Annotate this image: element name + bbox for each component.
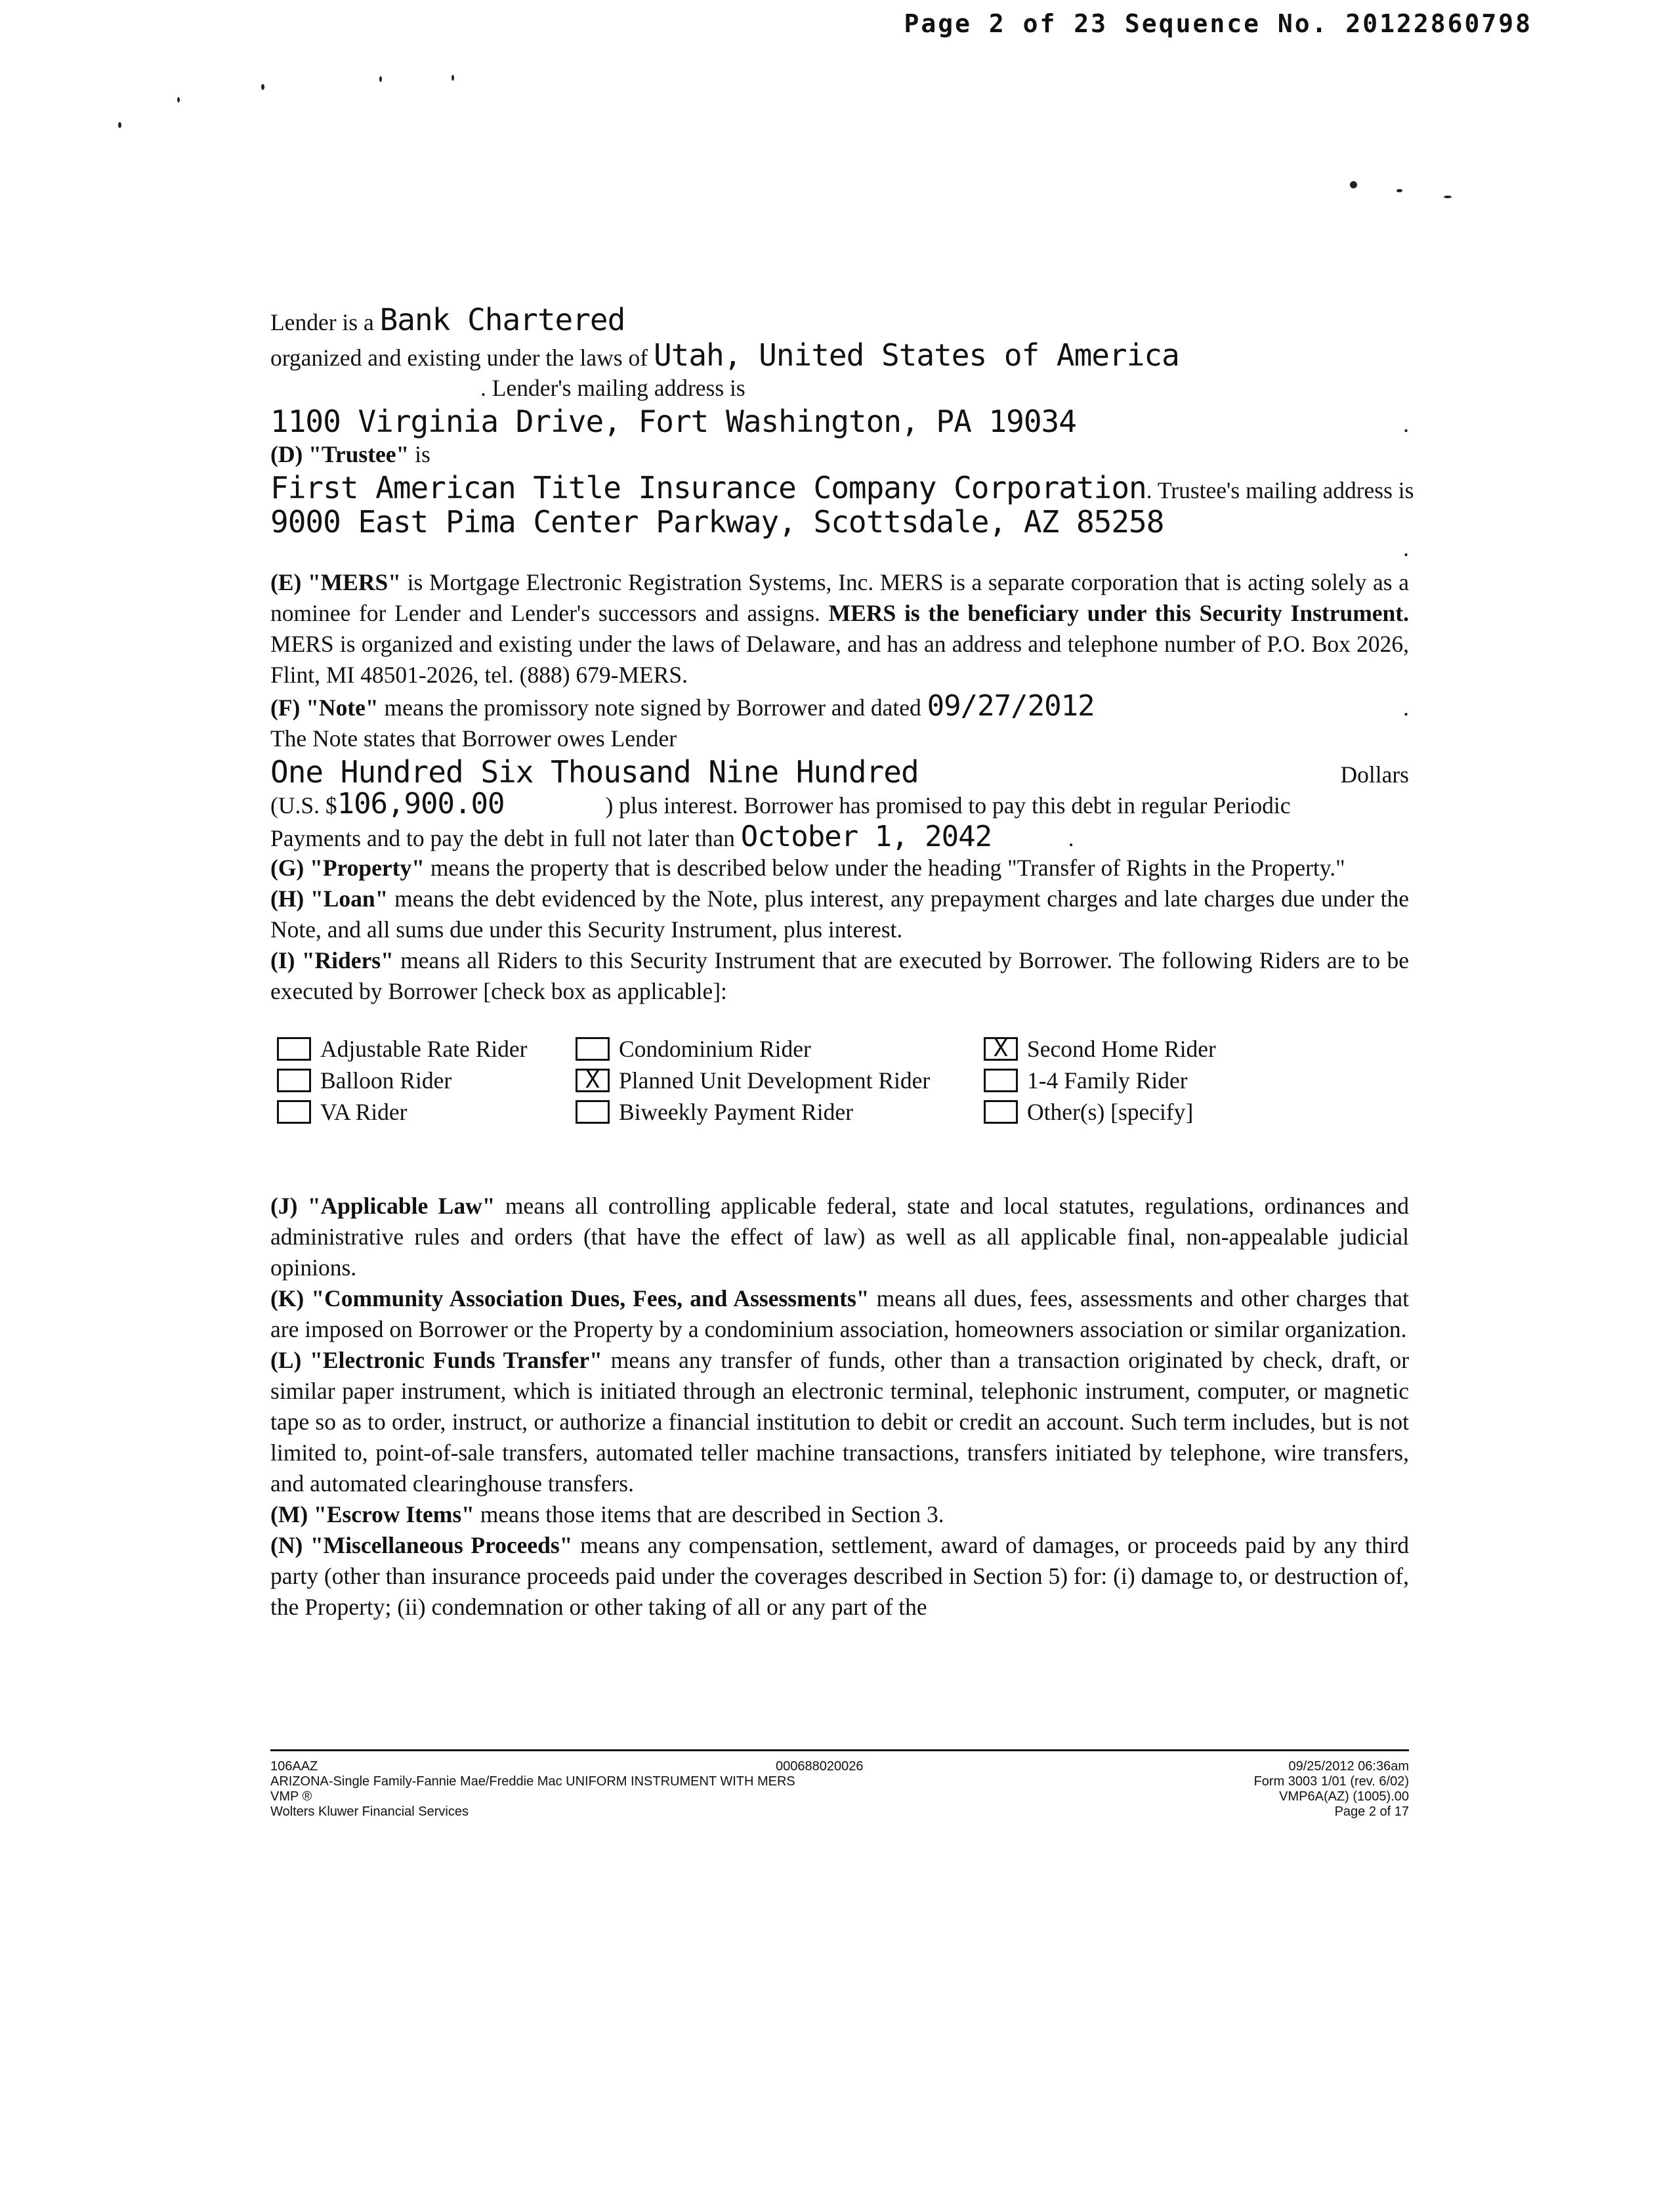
checkbox[interactable] <box>576 1037 610 1061</box>
scan-speck <box>1396 189 1402 192</box>
riders-definition <box>270 945 1409 1007</box>
lender-mailing-label: . Lender's mailing address is <box>480 375 746 401</box>
misc-text: means any compensation, settlement, award of damages, or proceeds paid by any third party (other than insurance proceeds paid under the coverages described in Section 5) for: (i) damage to, or destruction of, the Property; (ii) condemnation or other taking of all or any part of the <box>270 1532 1410 1620</box>
misc-num: (N) <box>270 1532 303 1558</box>
rider-biweekly-payment <box>576 1096 984 1128</box>
eft-term: "Electronic Funds Transfer" <box>310 1347 602 1373</box>
scan-speck <box>118 122 121 128</box>
rider-label: Second Home Rider <box>1027 1036 1216 1062</box>
document-body <box>270 302 1414 1623</box>
checkbox[interactable] <box>984 1100 1018 1124</box>
trustee-num: (D) <box>270 441 303 467</box>
property-definition <box>270 853 1409 884</box>
eft-num: (L) <box>270 1347 302 1373</box>
scan-speck <box>452 75 454 81</box>
rider-balloon <box>277 1065 576 1096</box>
applicable-law-term: "Applicable Law" <box>307 1193 495 1219</box>
escrow-items-definition <box>270 1499 1409 1530</box>
note-us-prefix: (U.S. $ <box>270 792 337 819</box>
lender-address-end: . <box>1403 411 1409 437</box>
rider-label: Condominium Rider <box>619 1036 811 1062</box>
checkbox[interactable] <box>277 1037 311 1061</box>
checkbox[interactable]: X <box>576 1069 610 1092</box>
applicable-law-text: means all controlling applicable federal, state and local statutes, regulations, ordinances and administrative rules and orders (that have the effect of law) as well as all applicable final, non-appealable judicial opinions. <box>270 1193 1409 1281</box>
mers-definition <box>270 567 1409 691</box>
community-num: (K) <box>270 1285 304 1311</box>
footer-loan-number: 000688020026 <box>776 1759 864 1774</box>
checkbox[interactable] <box>277 1069 311 1092</box>
trustee-is: is <box>415 441 430 467</box>
note-payments-text: Payments and to pay the debt in full not later than <box>270 825 735 851</box>
property-text: means the property that is described below under the heading "Transfer of Rights in the Property." <box>430 855 1345 881</box>
footer-right <box>1254 1759 1409 1820</box>
community-association-definition <box>270 1283 1409 1345</box>
loan-definition <box>270 884 1409 945</box>
trustee-term: "Trustee" <box>308 441 410 467</box>
loan-term: "Loan" <box>310 885 388 912</box>
rider-label: Other(s) [specify] <box>1027 1099 1194 1125</box>
riders-checklist <box>277 1033 1409 1128</box>
note-plus-text: ) plus interest. Borrower has promised to pay this debt in regular Periodic <box>605 792 1291 819</box>
riders-num: (I) <box>270 947 295 973</box>
scan-speck <box>261 84 264 90</box>
rider-label: VA Rider <box>320 1099 408 1125</box>
rider-condominium <box>576 1033 984 1065</box>
scan-speck <box>1350 181 1357 188</box>
mers-text-2: MERS is organized and existing under the laws of Delaware, and has an address and telephone number of P.O. Box 2026, Flint, MI 48501-2026, tel. (888) 679-MERS. <box>270 631 1409 688</box>
footer-vmp-code: VMP6A(AZ) (1005).00 <box>1279 1789 1409 1804</box>
mers-num: (E) <box>270 569 302 595</box>
note-amount-words: One Hundred Six Thousand Nine Hundred <box>270 754 919 790</box>
misc-term: "Miscellaneous Proceeds" <box>310 1532 573 1558</box>
loan-text: means the debt evidenced by the Note, plus interest, any prepayment charges and late charges due under the Note, and all sums due under this Security Instrument, plus interest. <box>270 885 1410 943</box>
rider-label: Biweekly Payment Rider <box>619 1099 853 1125</box>
note-date-end: . <box>1403 694 1409 721</box>
rider-label: Adjustable Rate Rider <box>320 1036 528 1062</box>
rider-va <box>277 1096 576 1128</box>
footer-form-number: Form 3003 1/01 (rev. 6/02) <box>1253 1774 1409 1789</box>
checkbox[interactable] <box>576 1100 610 1124</box>
lender-address: 1100 Virginia Drive, Fort Washington, PA 19034 <box>270 404 1076 439</box>
lender-jurisdiction: Utah, United States of America <box>653 337 1179 373</box>
trustee-address-end: . <box>1403 535 1409 561</box>
note-term: "Note" <box>306 694 379 721</box>
lender-is-a-label: Lender is a <box>270 309 374 335</box>
rider-label: 1-4 Family Rider <box>1027 1067 1188 1094</box>
sequence-header: Page 2 of 23 Sequence No. 20122860798 <box>904 9 1532 38</box>
riders-term: "Riders" <box>301 947 394 973</box>
checkbox[interactable] <box>277 1100 311 1124</box>
rider-1-4-family <box>984 1065 1292 1096</box>
note-dollars-label: Dollars <box>1340 761 1409 788</box>
lender-organized-label: organized and existing under the laws of <box>270 345 648 371</box>
scan-speck <box>1444 196 1452 198</box>
note-owes-text: The Note states that Borrower owes Lender <box>270 725 677 752</box>
community-term: "Community Association Dues, Fees, and Assessments" <box>311 1285 870 1311</box>
rider-label: Planned Unit Development Rider <box>619 1067 931 1094</box>
property-term: "Property" <box>310 855 425 881</box>
mers-text-1: is Mortgage Electronic Registration Systems, Inc. MERS is a separate corporation that is acting solely as a nominee for Lender and Lender's successors and assigns. <box>270 569 1410 626</box>
community-text: means all dues, fees, assessments and other charges that are imposed on Borrower or the Property by a condominium association, homeowners association or similar organization. <box>270 1285 1410 1342</box>
scan-speck <box>379 76 382 82</box>
footer-vmp: VMP ® <box>270 1789 312 1804</box>
footer-timestamp: 09/25/2012 06:36am <box>1288 1759 1409 1774</box>
checkbox[interactable]: X <box>984 1037 1018 1061</box>
form-footer <box>270 1749 1409 1820</box>
footer-form-title: ARIZONA-Single Family-Fannie Mae/Freddie Mac UNIFORM INSTRUMENT WITH MERS <box>270 1774 795 1789</box>
misc-proceeds-definition <box>270 1530 1409 1623</box>
note-maturity-date: October 1, 2042 <box>740 820 992 853</box>
rider-adjustable-rate <box>277 1033 576 1065</box>
rider-planned-unit-development <box>576 1065 984 1096</box>
note-maturity-end: . <box>1068 825 1074 851</box>
escrow-num: (M) <box>270 1501 308 1527</box>
scan-speck <box>177 97 180 102</box>
rider-label: Balloon Rider <box>320 1067 452 1094</box>
mers-beneficiary-statement: MERS is the beneficiary under this Security Instrument. <box>828 600 1409 626</box>
loan-num: (H) <box>270 885 304 912</box>
note-num: (F) <box>270 694 301 721</box>
mers-term: "MERS" <box>307 569 401 595</box>
trustee-mailing-label: . Trustee's mailing address is <box>1146 477 1414 503</box>
rider-second-home <box>984 1033 1292 1065</box>
checkbox[interactable] <box>984 1069 1018 1092</box>
footer-left <box>270 1759 795 1820</box>
property-num: (G) <box>270 855 304 881</box>
lender-type: Bank Chartered <box>379 302 625 337</box>
footer-publisher: Wolters Kluwer Financial Services <box>270 1804 469 1819</box>
rider-others <box>984 1096 1292 1128</box>
escrow-text: means those items that are described in Section 3. <box>480 1501 944 1527</box>
trustee-address: 9000 East Pima Center Parkway, Scottsdale, AZ 85258 <box>270 504 1164 540</box>
note-amount: 106,900.00 <box>337 787 505 820</box>
footer-page-number: Page 2 of 17 <box>1334 1804 1409 1819</box>
note-date: 09/27/2012 <box>927 689 1095 723</box>
eft-text: means any transfer of funds, other than a transaction originated by check, draft, or similar paper instrument, which is initiated through an electronic terminal, telephonic instrument, computer, or magnetic tape so as to order, instruct, or authorize a financial institution to debit or credit an account. Such term includes, but is not limited to, point-of-sale transfers, automated teller machine transactions, transfers initiated by telephone, wire transfers, and automated clearinghouse transfers. <box>270 1347 1410 1497</box>
footer-form-code: 106AAZ <box>270 1759 318 1774</box>
eft-definition <box>270 1345 1409 1499</box>
escrow-term: "Escrow Items" <box>314 1501 474 1527</box>
note-text: means the promissory note signed by Borrower and dated <box>384 694 921 721</box>
trustee-name: First American Title Insurance Company Corporation <box>270 470 1146 505</box>
riders-text: means all Riders to this Security Instrument that are executed by Borrower. The following Riders are to be executed by Borrower [check box as applicable]: <box>270 947 1409 1004</box>
applicable-law-num: (J) <box>270 1193 298 1219</box>
applicable-law-definition <box>270 1191 1409 1283</box>
